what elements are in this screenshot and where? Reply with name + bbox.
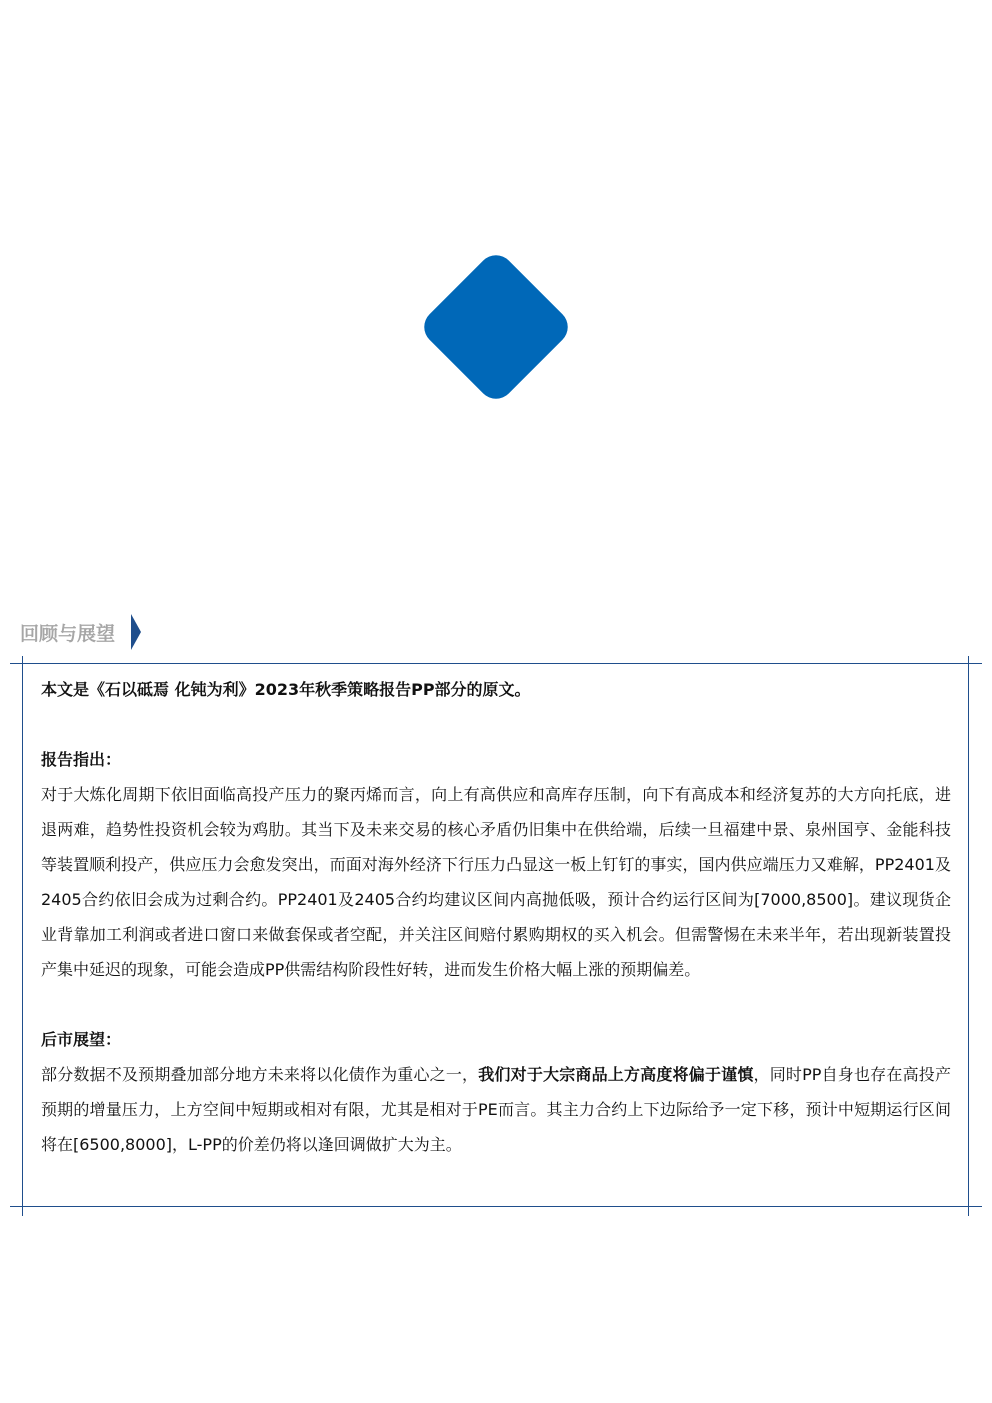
outlook-heading: 后市展望： <box>41 1030 122 1049</box>
outlook-body <box>41 1057 951 1162</box>
outlook-body-bold: 我们对于大宗商品上方高度将偏于谨慎 <box>478 1065 754 1084</box>
frame-left-line <box>22 656 23 1216</box>
intro-text: 本文是《石以砥焉 化钝为利》2023年秋季策略报告PP部分的原文。 <box>41 680 531 699</box>
report-summary-box <box>41 672 951 1162</box>
blue-diamond-logo <box>417 248 575 406</box>
frame-right-line <box>968 656 969 1216</box>
report-heading: 报告指出： <box>41 750 122 769</box>
section-heading <box>20 614 141 650</box>
chevron-right-icon <box>131 614 141 650</box>
report-body: 对于大炼化周期下依旧面临高投产压力的聚丙烯而言，向上有高供应和高库存压制，向下有高成本和经济复苏的大方向托底，进退两难，趋势性投资机会较为鸡肋。其当下及未来交易的核心矛盾仍旧集中在供给端，后续一旦福建中景、泉州国亨、金能科技等装置顺利投产，供应压力会愈发突出，而面对海外经济下行压力凸显这一板上钉钉的事实，国内供应端压力又难解，PP2401及2405合约依旧会成为过剩合约。PP2401及2405合约均建议区间内高抛低吸，预计合约运行区间为[7000,8500]。建议现货企业背靠加工利润或者进口窗口来做套保或者空配，并关注区间赔付累购期权的买入机会。但需警惕在未来半年，若出现新装置投产集中延迟的现象，可能会造成PP供需结构阶段性好转，进而发生价格大幅上涨的预期偏差。 <box>41 785 951 979</box>
section-title: 回顾与展望 <box>20 622 116 645</box>
outlook-body-part2: ，同时PP自身也存在高投产预期的增量压力，上方空间中短期或相对有限，尤其是相对于PE而言。其主力合约上下边际给予一定下移，预计中短期运行区间将在[6500,8000]，L-PP的价差仍将以逢回调做扩大为主。 <box>41 1065 951 1154</box>
frame-top-line <box>10 663 982 664</box>
outlook-body-part1: 部分数据不及预期叠加部分地方未来将以化债作为重心之一， <box>41 1065 479 1084</box>
frame-bottom-line <box>10 1206 982 1207</box>
